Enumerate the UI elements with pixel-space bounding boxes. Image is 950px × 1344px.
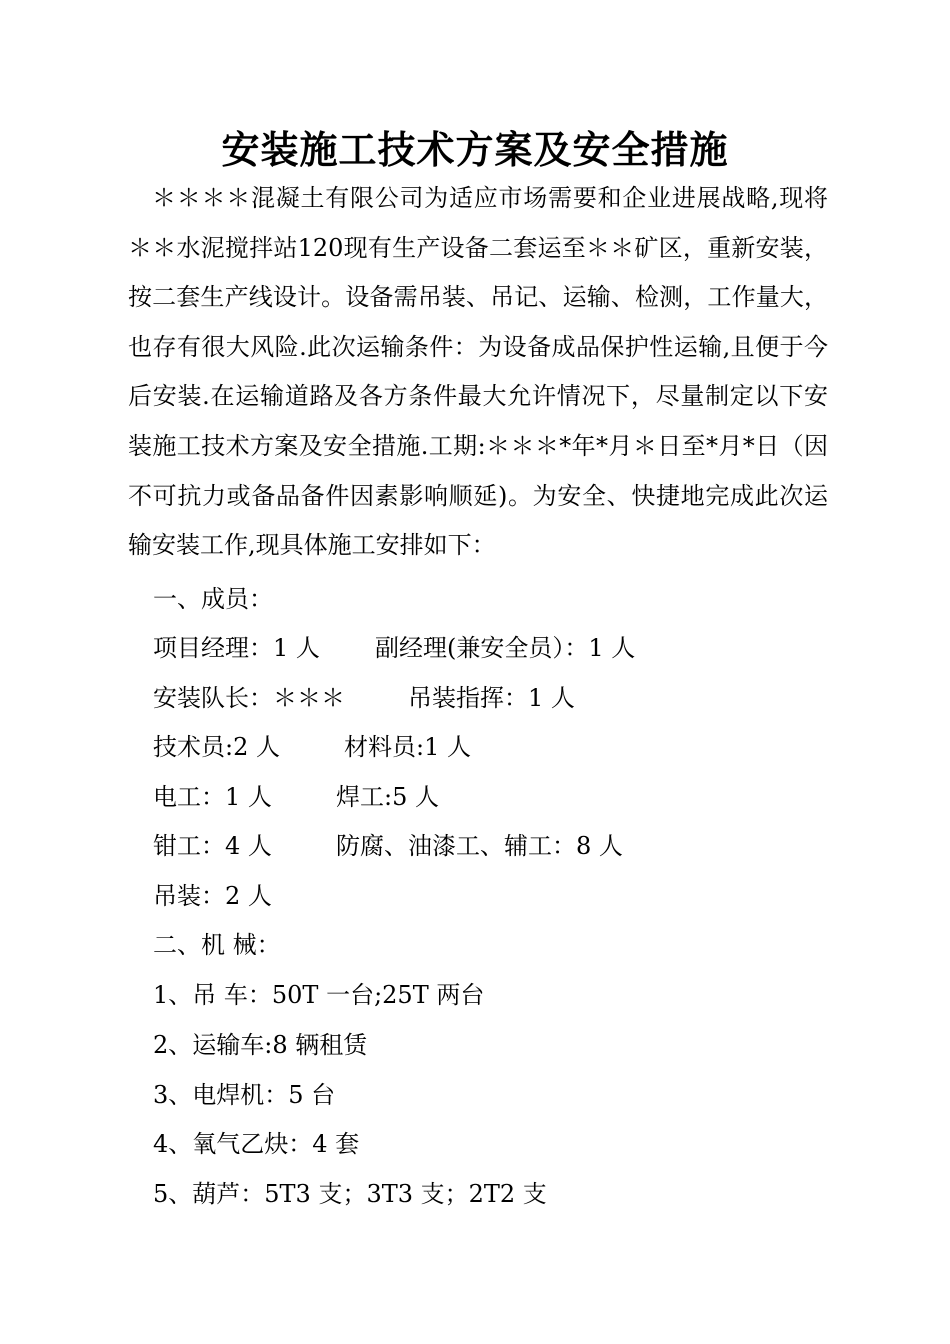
intro-paragraph: ＊＊＊＊混凝土有限公司为适应市场需要和企业进展战略,现将＊＊水泥搅拌站120现有生产设备二套运至＊＊矿区，重新安装，按二套生产线设计。设备需吊装、吊记、运输、检测，工作量大，也存有很大风险.此次运输条件：为设备成品保护性运输,且便于今后安装.在运输道路及各方条件最大允许情况下，尽量制定以下安装施工技术方案及安全措施.工期:＊＊＊*年*月＊日至*月*日（因不可抗力或备品备件因素影响顺延)。为安全、快捷地完成此次运输安装工作,现具体施工安排如下： <box>128 184 828 560</box>
member-left: 钳工：4 人 <box>153 832 272 860</box>
member-right: 材料员:1 人 <box>344 733 471 761</box>
member-right: 防腐、油漆工、辅工：8 人 <box>336 832 623 860</box>
member-row <box>153 727 471 767</box>
machinery-item: 4、氧气乙炔：4 套 <box>153 1130 360 1158</box>
member-row <box>153 826 623 866</box>
machinery-item: 5、葫芦：5T3 支；3T3 支；2T2 支 <box>153 1180 547 1208</box>
member-left: 技术员:2 人 <box>153 733 280 761</box>
member-right: 焊工:5 人 <box>336 783 439 811</box>
machinery-item: 2、运输车:8 辆租赁 <box>153 1031 368 1059</box>
member-row <box>153 628 636 668</box>
machinery-item: 1、吊 车：50T 一台;25T 两台 <box>153 981 485 1009</box>
member-left: 电工：1 人 <box>153 783 272 811</box>
document-title: 安装施工技术方案及安全措施 <box>221 127 729 172</box>
member-row <box>153 876 272 916</box>
member-left: 吊装：2 人 <box>153 882 272 910</box>
member-row <box>153 777 439 817</box>
member-right: 副经理(兼安全员）：1 人 <box>375 634 636 662</box>
section-heading-machinery: 二、机 械： <box>153 931 281 959</box>
member-left: 项目经理：1 人 <box>153 634 320 662</box>
machinery-item: 3、电焊机：5 台 <box>153 1081 336 1109</box>
member-right: 吊装指挥：1 人 <box>408 684 575 712</box>
section-heading-members: 一、成员： <box>153 585 273 613</box>
member-left: 安装队长：＊＊＊ <box>153 684 345 712</box>
member-row <box>153 678 575 718</box>
